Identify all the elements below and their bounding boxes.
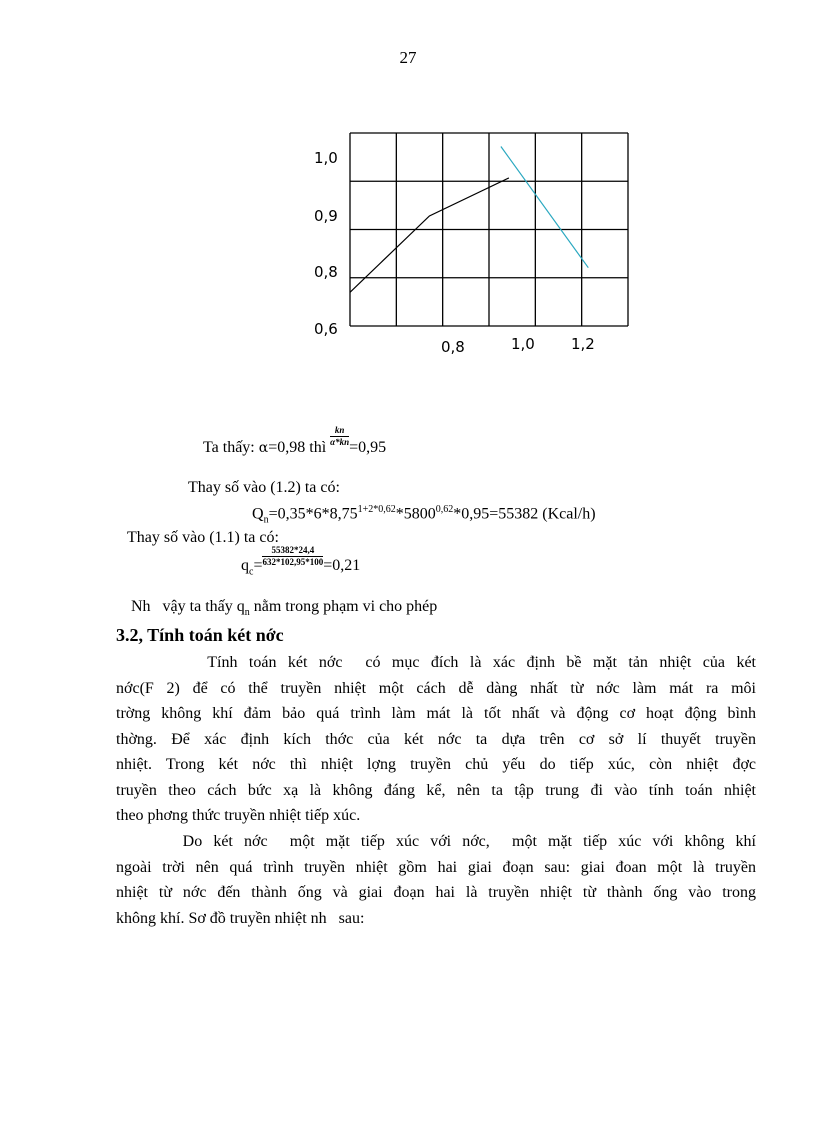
q-prefix: Q bbox=[252, 505, 264, 523]
y-tick-label: 0,8 bbox=[314, 263, 338, 281]
paragraph-1 bbox=[116, 650, 756, 829]
q-eq: =0,35*6*8,75 bbox=[268, 505, 358, 523]
series-line-curve bbox=[350, 178, 509, 292]
nhu-vay-line bbox=[131, 598, 437, 618]
fraction-kn-denominator: α*kn bbox=[330, 437, 350, 447]
paragraph-2-line: nhiệt từ nớc đến thành ống và giai đoạn hai là truyền nhiệt từ thành ống vào trong bbox=[116, 884, 756, 901]
qc-result: =0,21 bbox=[323, 557, 361, 575]
paragraph-1-line: nhiệt. Trong két nớc thì nhiệt lợng truyền chủ yếu do tiếp xúc, còn nhiệt đợc bbox=[116, 756, 756, 773]
y-tick-label: 0,9 bbox=[314, 207, 338, 225]
paragraph-1-line: nớc(F 2) để có thể truyền nhiệt một cách dễ dàng nhất từ nớc làm mát ra môi bbox=[116, 679, 756, 697]
paragraph-1-line: truyền theo cách bức xạ là không đáng kể, nên ta tập trung đi vào tính toán nhiệt bbox=[116, 781, 756, 799]
qc-sub: c bbox=[249, 566, 254, 578]
chart-tick-labels bbox=[314, 149, 595, 356]
fraction-qc bbox=[262, 546, 323, 567]
paragraph-2 bbox=[116, 829, 756, 931]
paragraph-2-line: không khí. Sơ đồ truyền nhiệt nh sau: bbox=[116, 909, 365, 927]
paragraph-1-line: thờng. Để xác định kích thớc của két nớc ta dựa trên cơ sở lí thuyết truyền bbox=[116, 730, 756, 748]
alpha-symbol: α bbox=[258, 440, 269, 457]
qc-eq: = bbox=[253, 557, 263, 575]
paragraph-2-line: ngoài trời nên quá trình truyền nhiệt gồm hai giai đoạn sau: giai đoan một là truyền bbox=[116, 858, 756, 876]
nhu-vay-sub: n bbox=[244, 607, 250, 619]
qc-prefix: q bbox=[241, 557, 249, 575]
ta-thay-mid: =0,98 thì bbox=[268, 439, 327, 457]
result-line-alpha bbox=[203, 425, 387, 459]
fraction-qc-numerator: 55382*24,4 bbox=[262, 546, 323, 557]
paragraph-1-line: theo phơng thức truyền nhiệt tiếp xúc. bbox=[116, 807, 361, 824]
fraction-kn bbox=[330, 426, 349, 447]
section-heading: 3.2, Tính toán két nớc bbox=[116, 625, 284, 645]
paragraph-1-line: Tính toán két nớc có mục đích là xác định bề mặt tản nhiệt của két bbox=[116, 654, 756, 671]
x-tick-label: 1,2 bbox=[571, 335, 595, 353]
y-tick-label: 0,6 bbox=[314, 320, 338, 338]
fraction-kn-numerator: kn bbox=[330, 426, 349, 437]
chart-grid bbox=[350, 133, 628, 326]
x-tick-label: 1,0 bbox=[511, 335, 535, 353]
q-mid: *5800 bbox=[395, 505, 436, 523]
paragraph-1-line: trờng không khí đảm bảo quá trình làm mát là tốt nhất và động cơ hoạt động bình bbox=[116, 705, 756, 722]
formula-qn bbox=[252, 504, 596, 526]
q-sup1: 1+2*0,62 bbox=[357, 504, 396, 515]
q-sub: n bbox=[263, 514, 269, 526]
page-number: 27 bbox=[399, 48, 417, 67]
series-line-line bbox=[501, 147, 588, 268]
formula-qc bbox=[241, 545, 361, 578]
q-sup2: 0,62 bbox=[435, 504, 454, 515]
q-end: *0,95=55382 (Kcal/h) bbox=[453, 505, 596, 523]
thay-so-11: Thay số vào (1.1) ta có: bbox=[127, 529, 279, 546]
ta-thay-suffix: =0,95 bbox=[349, 439, 387, 457]
y-tick-label: 1,0 bbox=[314, 149, 338, 167]
thay-so-12: Thay số vào (1.2) ta có: bbox=[188, 479, 340, 496]
fraction-qc-denominator: 632*102,95*100 bbox=[262, 557, 324, 567]
chart-series bbox=[350, 147, 588, 293]
ta-thay-prefix: Ta thấy: bbox=[203, 439, 255, 457]
chart bbox=[300, 128, 640, 358]
paragraph-2-line: Do két nớc một mặt tiếp xúc với nớc, một mặt tiếp xúc với không khí bbox=[116, 833, 756, 850]
nhu-vay-end: nằm trong phạm vi cho phép bbox=[249, 598, 438, 615]
x-tick-label: 0,8 bbox=[441, 338, 465, 356]
nhu-vay-text: Nh vậy ta thấy q bbox=[131, 598, 245, 615]
